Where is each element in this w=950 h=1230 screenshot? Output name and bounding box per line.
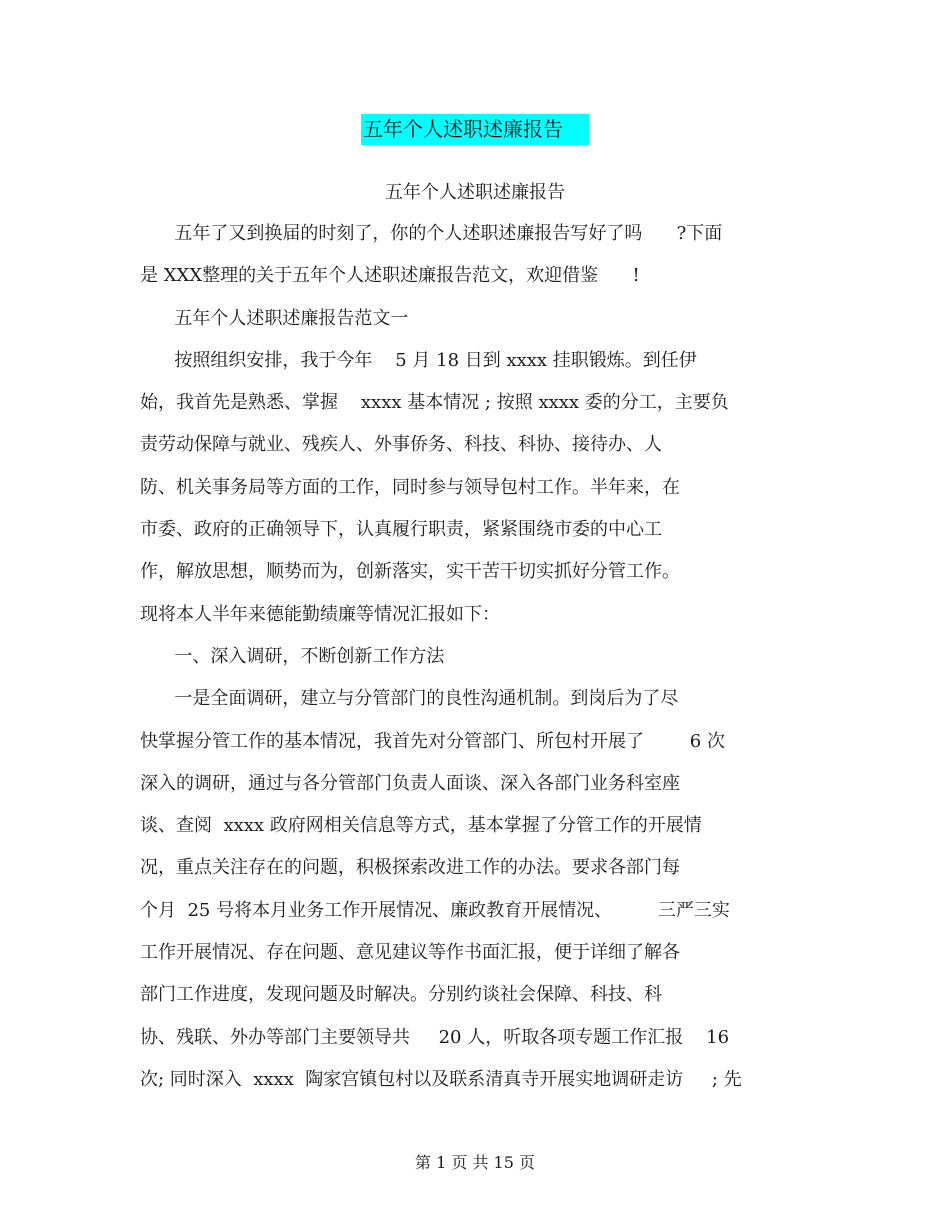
text-line: 责劳动保障与就业、残疾人、外事侨务、科技、科协、接待办、人	[140, 434, 662, 456]
text-line: 五年个人述职述廉报告范文一	[140, 307, 409, 329]
text-line: 次; 同时深入 xxxx 陶家宫镇包村以及联系清真寺开展实地调研走访 ; 先	[140, 1068, 742, 1090]
text-line: 况，重点关注存在的问题，积极探索改进工作的办法。要求各部门每	[140, 857, 680, 879]
text-line: 深入的调研，通过与各分管部门负责人面谈、深入各部门业务科室座	[140, 772, 680, 794]
text-line: 始，我首先是熟悉、掌握 xxxx 基本情况 ; 按照 xxxx 委的分工，主要负	[140, 392, 729, 414]
text-line: 作，解放思想，顺势而为，创新落实，实干苦干切实抓好分管工作。	[140, 561, 680, 583]
text-line: 是 XXX整理的关于五年个人述职述廉报告范文，欢迎借鉴 !	[140, 265, 640, 287]
text-line: 一是全面调研，建立与分管部门的良性沟通机制。到岗后为了尽	[140, 688, 679, 710]
text-line: 防、机关事务局等方面的工作，同时参与领导包村工作。半年来，在	[140, 476, 680, 498]
text-line: 市委、政府的正确领导下，认真履行职责，紧紧围绕市委的中心工	[140, 519, 662, 541]
text-line: 按照组织安排，我于今年 5 月 18 日到 xxxx 挂职锻炼。到任伊	[140, 349, 697, 371]
text-line: 个月 25 号将本月业务工作开展情况、廉政教育开展情况、 三严三实	[140, 899, 730, 921]
document-body	[140, 220, 820, 1108]
text-line: 一、深入调研，不断创新工作方法	[140, 645, 445, 667]
text-line: 五年了又到换届的时刻了，你的个人述职述廉报告写好了吗 ?下面	[140, 223, 723, 244]
text-line: 现将本人半年来德能勤绩廉等情况汇报如下：	[140, 603, 500, 625]
text-line: 协、残联、外办等部门主要领导共 20 人，听取各项专题工作汇报 16	[140, 1026, 730, 1048]
text-line: 部门工作进度，发现问题及时解决。分别约谈社会保障、科技、科	[140, 984, 662, 1006]
text-line: 工作开展情况、存在问题、意见建议等作书面汇报，便于详细了解各	[140, 942, 680, 964]
document-title: 五年个人述职述廉报告	[361, 114, 589, 145]
title-container	[0, 114, 950, 145]
document-subtitle: 五年个人述职述廉报告	[385, 182, 565, 203]
page-footer: 第 1 页 共 15 页	[415, 1153, 535, 1172]
text-line: 谈、查阅 xxxx 政府网相关信息等方式，基本掌握了分管工作的开展情	[140, 815, 702, 837]
text-line: 快掌握分管工作的基本情况，我首先对分管部门、所包村开展了 6 次	[140, 730, 725, 752]
